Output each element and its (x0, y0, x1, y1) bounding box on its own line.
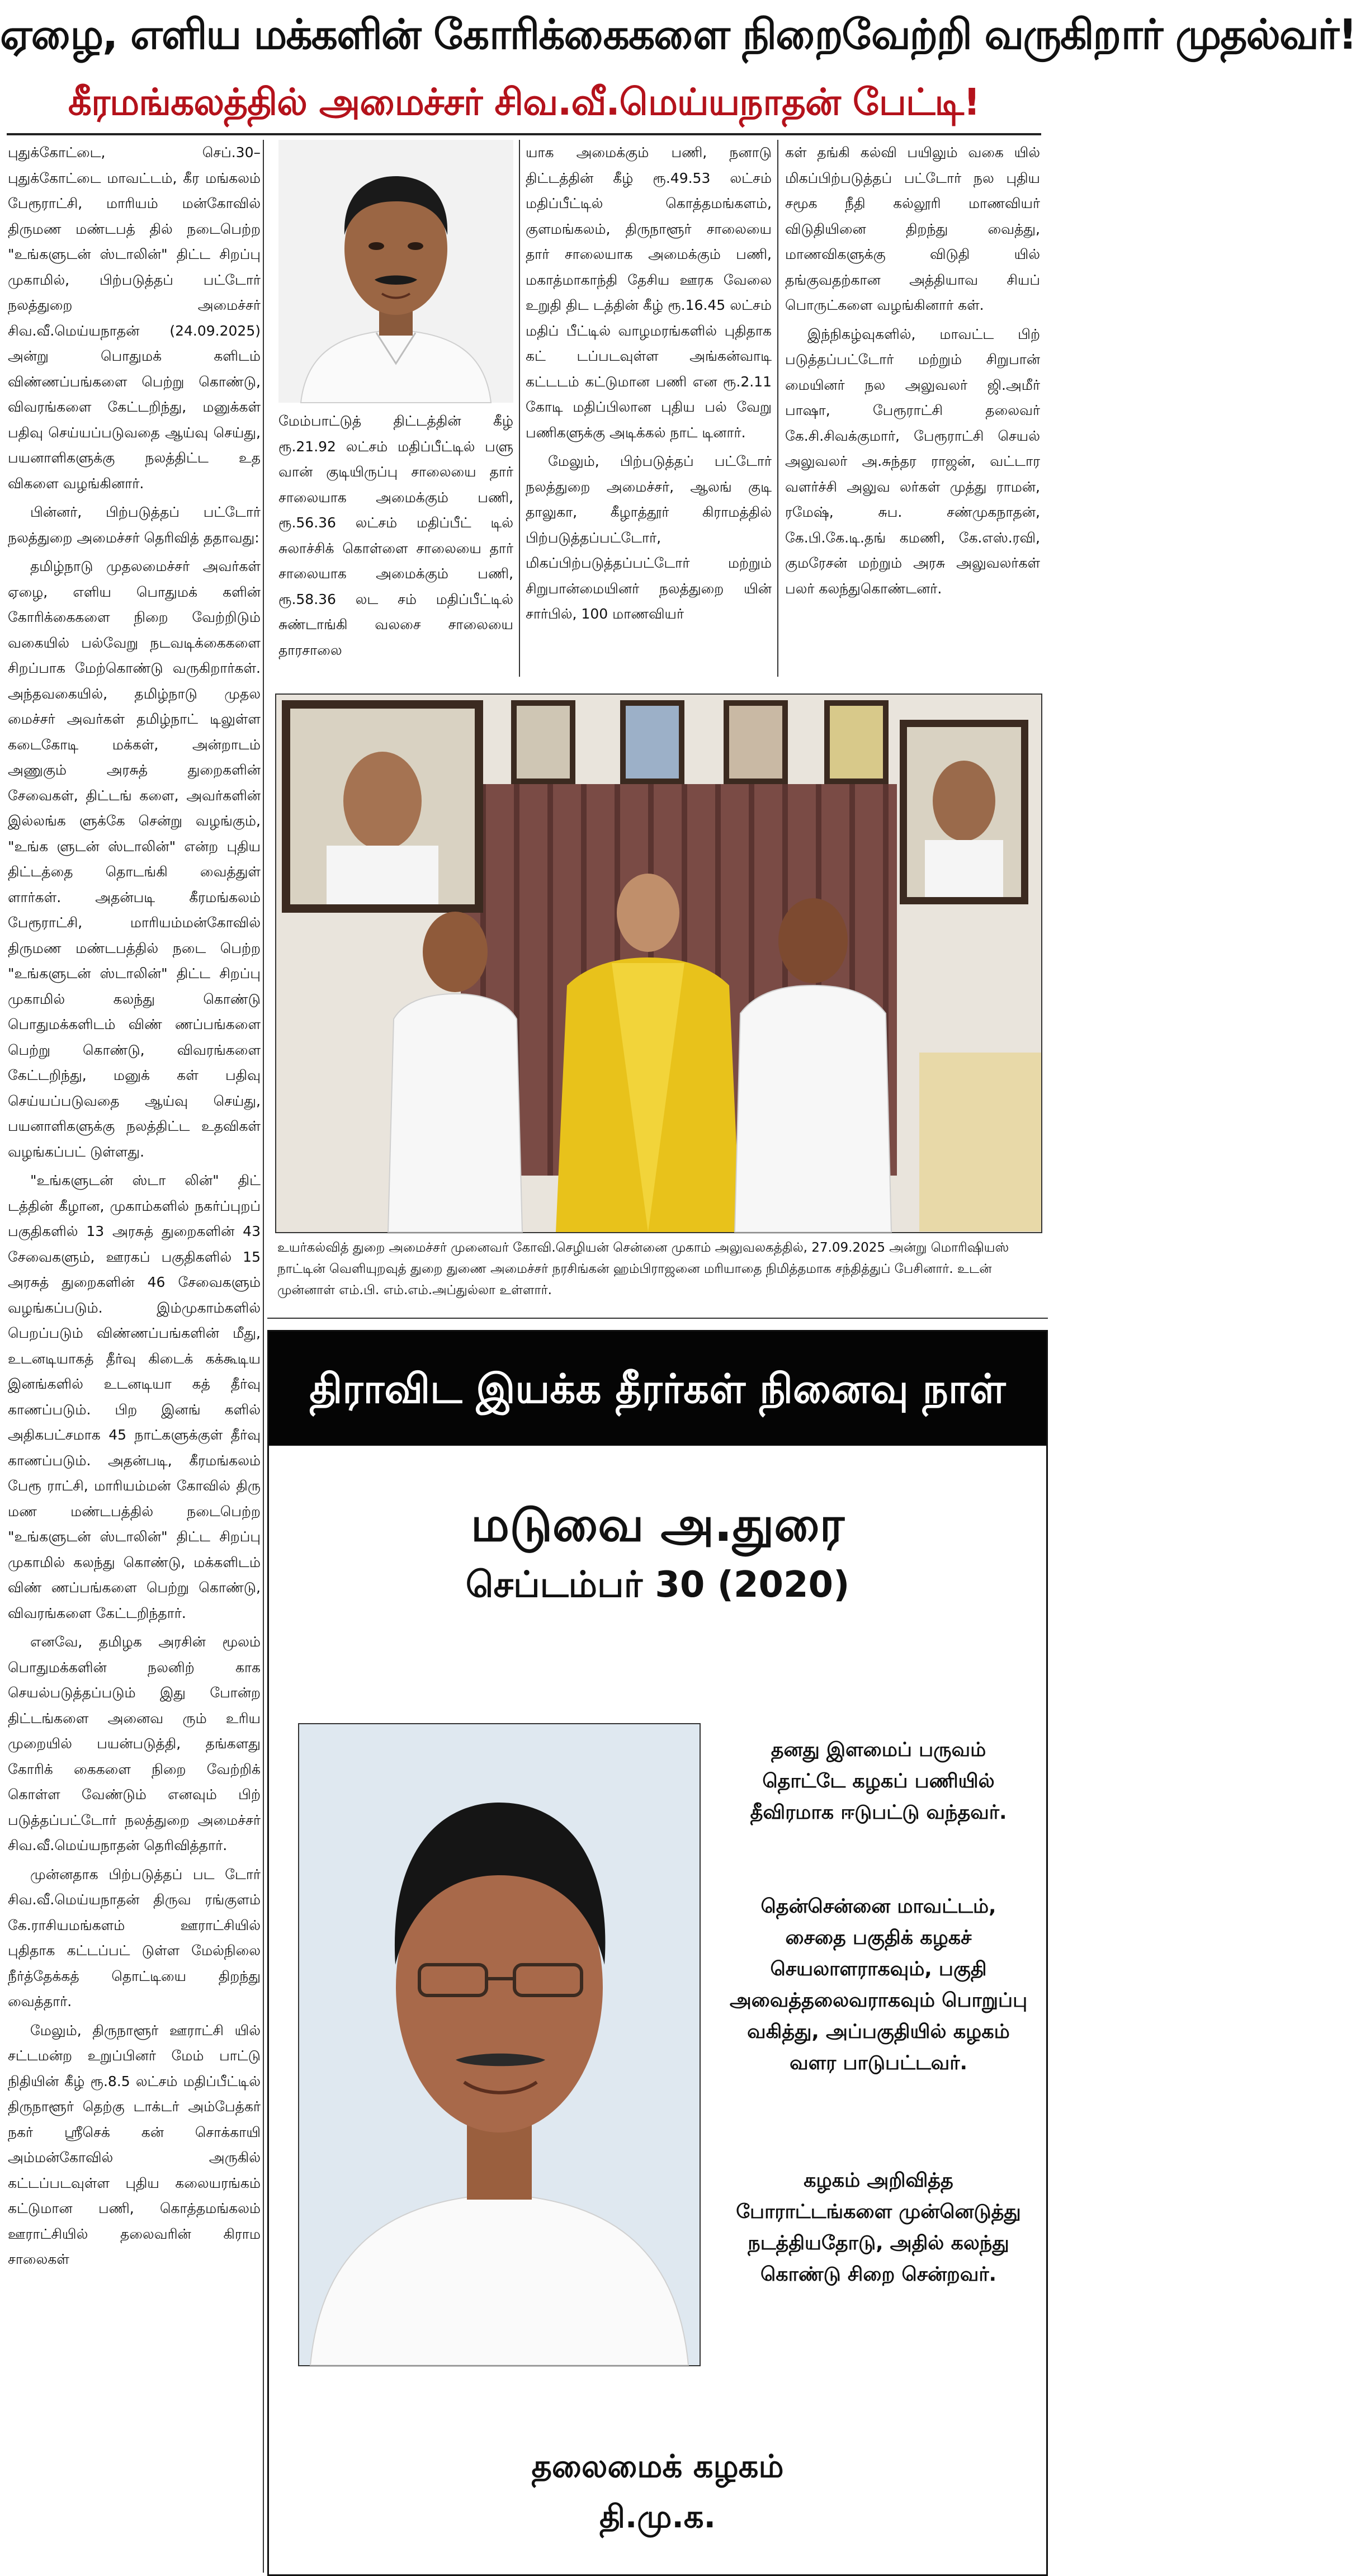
meeting-photo-image (276, 695, 1041, 1232)
article-paragraph: மேம்பாட்டுத் திட்டத்தின் கீழ் ரூ.21.92 லட்சம் மதிப்பீட்டில் பளு வான் குடியிருப்பு சாலையை தார் சாலையாக அமைக்கும் பணி, ரூ.56.36 லட்சம் மதிப்பீட் டில் சுலாச்சிக் கொள்ளை சாலையை தார் சாலையாக அமைக்கும் பணி, ரூ.58.36 லட சம் மதிப்பீட்டில் சுண்டாங்கி வலசை சாலையை தாரசாலை (278, 413, 513, 658)
article-column-3 (526, 140, 772, 677)
article-paragraph: மேலும், திருநாளூர் ஊராட்சி யில் சட்டமன்ற உறுப்பினர் மேம் பாட்டு நிதியின் கீழ் ரூ.8.5 லட்சம் மதிப்பீட்டில் திருநாளூர் தெற்கு டாக்டர் அம்பேத்கர் நகர் ஸ்ரீசெக் கன் சொக்காயி அம்மன்கோவில் அருகில் கட்டப்படவுள்ள புதிய கலையரங்கம் கட்டுமான பணி, கொத்தமங்கலம் ஊராட்சியில் தலைவரின் கிராம சாலைகள் (8, 2022, 261, 2267)
meeting-photo (275, 693, 1042, 1233)
obituary-date: செப்டம்பர் 30 (2020) (465, 1564, 850, 1606)
article-paragraph: தமிழ்நாடு முதலமைச்சர் அவர்கள் ஏழை, எளிய பொதுமக் களின் கோரிக்கைகளை நிறை வேற்றிடும் வகையில் பல்வேறு நடவடிக்கைகளை சிறப்பாக மேற்கொண்டு வருகிறார்கள். அந்தவகையில், தமிழ்நாடு முதல மைச்சர் அவர்கள் தமிழ்நாட் டிலுள்ள கடைகோடி மக்கள், அன்றாடம் அணுகும் அரசுத் துறைகளின் சேவைகள், திட்டங் களை, அவர்களின் இல்லங்க ளுக்கே சென்று வழங்கும், "உங்க ளுடன் ஸ்டாலின்" என்ற புதிய திட்டத்தை தொடங்கி வைத்துள் ளார்கள். அதன்படி கீரமங்கலம் பேரூராட்சி, மாரியம்மன்கோவில் திருமண மண்டபத்தில் நடை பெற்ற "உங்களுடன் ஸ்டாலின்" திட்ட சிறப்பு முகாமில் கலந்து கொண்டு பொதுமக்களிடம் விண் ணப்பங்களை பெற்று கொண்டு, விவரங்களை கேட்டறிந்து, மனுக் கள் பதிவு செய்யப்படுவதை ஆய்வு செய்து, பயனாளிகளுக்கு நலத்திட்ட உதவிகள் வழங்கப்பட் டுள்ளது. (8, 558, 261, 1160)
article-paragraph: கள் தங்கி கல்வி பயிலும் வகை யில் மிகப்பிற்படுத்தப் பட்டோர் நல புதிய சமூக நீதி கல்லூரி மாணவியர் விடுதியினை திறந்து வைத்து, மாணவிகளுக்கு விடுதி யில் தங்குவதற்கான அத்தியாவ சியப் பொருட்களை வழங்கினார் கள். (785, 144, 1040, 313)
obituary-portrait-image (299, 1724, 700, 2365)
column-divider (519, 140, 520, 677)
header-rule (7, 133, 1041, 135)
obituary-paragraph: தென்சென்னை மாவட்டம், சைதை பகுதிக் கழகச் செயலாளராகவும், பகுதி அவைத்தலைவராகவும் பொறுப்பு வகித்து, அப்பகுதியில் கழகம் வளர பாடுபட்டவர். (729, 1895, 1028, 2074)
obituary-paragraph: கழகம் அறிவித்த போராட்டங்களை முன்னெடுத்து நடத்தியதோடு, அதில் கலந்து கொண்டு சிறை சென்றவர். (736, 2169, 1021, 2286)
article-paragraph: இந்நிகழ்வுகளில், மாவட்ட பிற் படுத்தப்பட்டோர் மற்றும் சிறுபான் மையினர் நல அலுவலர் ஜி.அமீர் பாஷா, பேரூராட்சி தலைவர் கே.சி.சிவக்குமார், பேரூராட்சி செயல் அலுவலர் அ.சுந்தர ராஜன், வட்டார வளர்ச்சி அலுவ லர்கள் முத்து ராமன், ரமேஷ், சுப. சண்முகநாதன், கே.பி.கே.டி.தங் கமணி, கே.எஸ்.ரவி, குமரேசன் மற்றும் அரசு அலுவலர்கள் பலர் கலந்துகொண்டனர். (785, 325, 1040, 597)
obituary-paragraph: தனது இளமைப் பருவம் தொட்டே கழகப் பணியில் தீவிரமாக ஈடுபட்டு வந்தவர். (750, 1739, 1007, 1824)
obituary-portrait (298, 1723, 701, 2366)
meeting-photo-caption: உயர்கல்வித் துறை அமைச்சர் முனைவர் கோவி.செழியன் சென்னை முகாம் அலுவலகத்தில், 27.09.2025 அன்று மொரிஷியஸ் நாட்டின் வெளியுறவுத் துறை துணை அமைச்சர் நரசிங்கன் ஹம்பிராஜனை மரியாதை நிமித்தமாக சந்தித்துப் பேசினார். உடன் முன்னாள் எம்.பி. எம்.எம்.அப்துல்லா உள்ளார். (277, 1240, 1009, 1298)
page-headline: ஏழை, எளிய மக்களின் கோரிக்கைகளை நிறைவேற்றி வருகிறார் முதல்வர்! (0, 11, 1356, 59)
minister-portrait-image (278, 140, 513, 403)
article-paragraph: எனவே, தமிழக அரசின் மூலம் பொதுமக்களின் நலனிற் காக செயல்படுத்தப்படும் இது போன்ற திட்டங்களை அனைவ ரும் உரிய முறையில் பயன்படுத்தி, தங்களது கோரிக் கைகளை நிறை வேற்றிக் கொள்ள வேண்டும் எனவும் பிற் படுத்தப்பட்டோர் நலத்துறை அமைச்சர் சிவ.வீ.மெய்யநாதன் தெரிவித்தார். (8, 1634, 261, 1853)
obituary-name: மடுவை அ.துரை (470, 1497, 845, 1553)
column-divider (777, 140, 778, 677)
article-paragraph: யாக அமைக்கும் பணி, நனாடு திட்டத்தின் கீழ் ரூ.49.53 லட்சம் மதிப்பீட்டில் கொத்தமங்களம், குளமங்கலம், திருநாளூர் சாலையை தார் சாலையாக அமைக்கும் பணி, மகாத்மாகாந்தி தேசிய ஊரக வேலை உறுதி திட டத்தின் கீழ் ரூ.16.45 லட்சம் மதிப் பீட்டில் வாழமரங்களில் புதிதாக கட் டப்படவுள்ள அங்கன்வாடி கட்டடம் கட்டுமான பணி என ரூ.2.11 கோடி மதிப்பிலான புதிய பல் வேறு பணிகளுக்கு அடிக்கல் நாட் டினார். (526, 144, 772, 441)
article-column-4 (785, 140, 1040, 677)
article-column-1 (8, 140, 261, 2573)
caption-rule (267, 1318, 1048, 1319)
minister-portrait (278, 140, 513, 403)
article-paragraph: பின்னர், பிற்படுத்தப் பட்டோர் நலத்துறை அமைச்சர் தெரிவித் ததாவது: (8, 504, 261, 546)
obituary-footer-party: தி.மு.க. (599, 2499, 716, 2535)
article-paragraph: மேலும், பிற்படுத்தப் பட்டோர் நலத்துறை அமைச்சர், ஆலங் குடி தாலுகா, கீழாத்தூர் கிராமத்தில் பிற்படுத்தப்பட்டோர், மிகப்பிற்படுத்தப்பட்டோர் மற்றும் சிறுபான்மையினர் நலத்துறை யின் சார்பில், 100 மாணவியர் (526, 453, 772, 622)
article-paragraph: புதுக்கோட்டை, செப்.30– புதுக்கோட்டை மாவட்டம், கீர மங்கலம் பேரூராட்சி, மாரியம் மன்கோவில் திருமண மண்டபத் தில் நடைபெற்ற "உங்களுடன் ஸ்டாலின்" திட்ட சிறப்பு முகாமில், பிற்படுத்தப் பட்டோர் நலத்துறை அமைச்சர் சிவ.வீ.மெய்யநாதன் (24.09.2025) அன்று பொதுமக் களிடம் விண்ணப்பங்களை பெற்று கொண்டு, விவரங்களை கேட்டறிந்து, மனுக்கள் பதிவு செய்யப்படுவதை ஆய்வு செய்து, பயனாளிகளுக்கு நலத்திட்ட உத விகளை வழங்கினார். (8, 144, 261, 492)
article-column-2 (278, 408, 513, 677)
obituary-footer-org: தலைமைக் கழகம் (531, 2448, 784, 2485)
article-paragraph: "உங்களுடன் ஸ்டா லின்" திட் டத்தின் கீழான, முகாம்களில் நகர்ப்புறப் பகுதிகளில் 13 அரசுத் துறைகளின் 43 சேவைகளும், ஊரகப் பகுதிகளில் 15 அரசுத் துறைகளின் 46 சேவைகளும் வழங்கப்படும். இம்முகாம்களில் பெறப்படும் விண்ணப்பங்களின் மீது, உடனடியாகத் தீர்வு கிடைக் கக்கூடிய இனங்களில் உடனடியா கத் தீர்வு காணப்படும். பிற இனங் களில் அதிகபட்சமாக 45 நாட்களுக்குள் தீர்வு காணப்படும். அதன்படி, கீரமங்கலம் பேரூ ராட்சி, மாரியம்மன் கோவில் திரு மண மண்டபத்தில் நடைபெற்ற "உங்களுடன் ஸ்டாலின்" திட்ட சிறப்பு முகாமில் கலந்து கொண்டு, மக்களிடம் விண் ணப்பங்களை பெற்று கொண்டு, விவரங்களை கேட்டறிந்தார். (8, 1172, 261, 1621)
page-subhead: கீரமங்கலத்தில் அமைச்சர் சிவ.வீ.மெய்யநாதன் பேட்டி! (68, 81, 980, 124)
obituary-notice (267, 1330, 1048, 2576)
column-divider (263, 140, 264, 2573)
article-paragraph: முன்னதாக பிற்படுத்தப் பட டோர் சிவ.வீ.மெய்யநாதன் திருவ ரங்குளம் கே.ராசியமங்களம் ஊராட்சியில் புதிதாக கட்டப்பட் டுள்ள மேல்நிலை நீர்த்தேக்கத் தொட்டியை திறந்து வைத்தார். (8, 1866, 261, 2009)
obituary-banner: திராவிட இயக்க தீரர்கள் நினைவு நாள் (269, 1332, 1046, 1446)
